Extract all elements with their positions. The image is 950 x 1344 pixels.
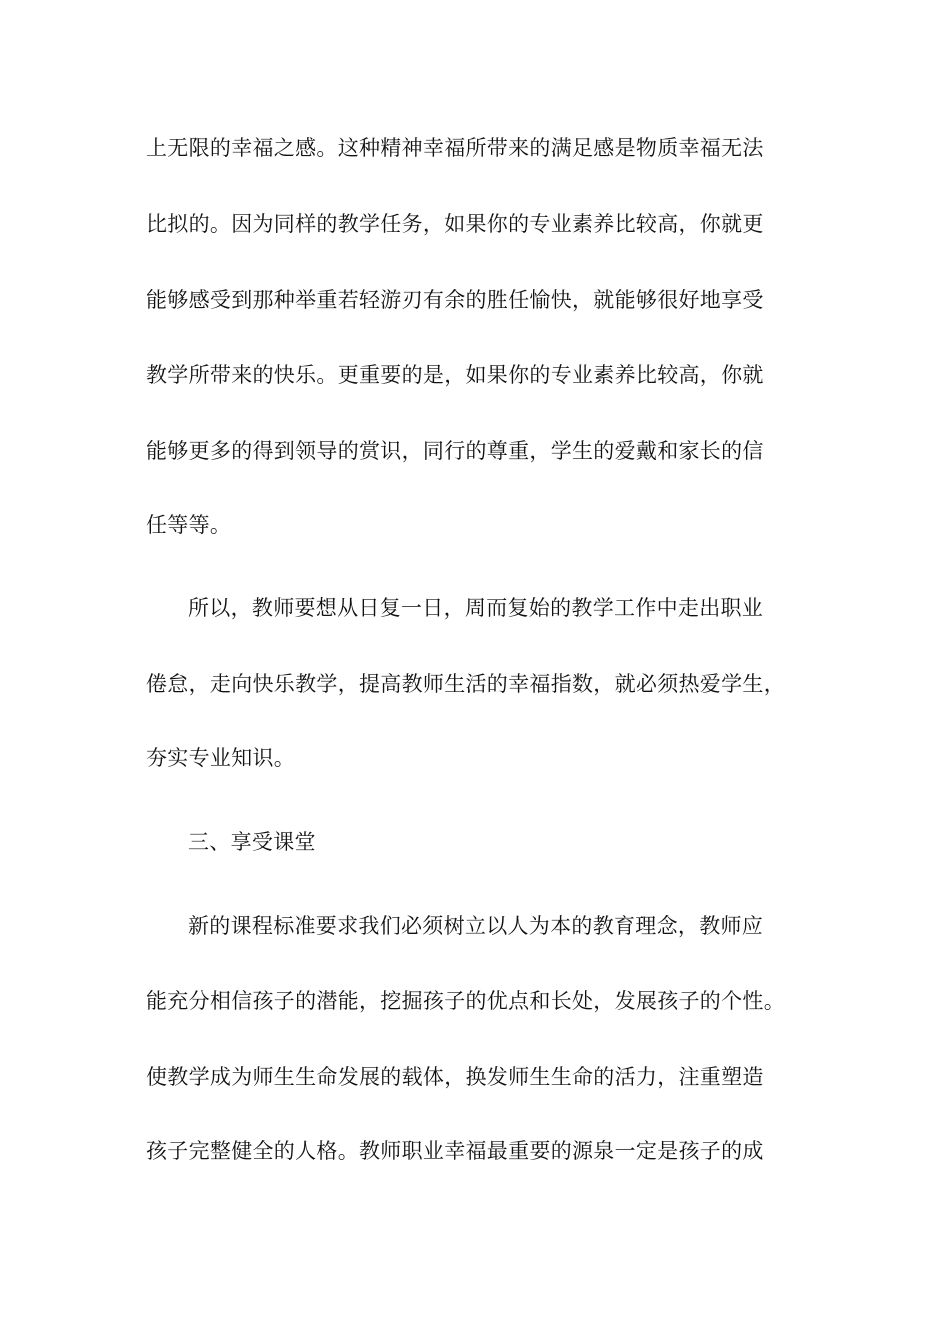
text-line: 能够感受到那种举重若轻游刃有余的胜任愉快，就能够很好地享受 xyxy=(146,288,764,312)
text-line: 能充分相信孩子的潜能，挖掘孩子的优点和长处，发展孩子的个性。 xyxy=(146,989,785,1013)
text-line: 能够更多的得到领导的赏识，同行的尊重，学生的爱戴和家长的信 xyxy=(146,439,764,463)
text-line: 教学所带来的快乐。更重要的是，如果你的专业素养比较高，你就 xyxy=(146,363,764,387)
paragraph-start-line: 所以，教师要想从日复一日，周而复始的教学工作中走出职业 xyxy=(188,596,764,620)
text-line: 孩子完整健全的人格。教师职业幸福最重要的源泉一定是孩子的成 xyxy=(146,1139,764,1163)
text-line: 使教学成为师生生命发展的载体，换发师生生命的活力，注重塑造 xyxy=(146,1065,764,1089)
paragraph-start-line: 新的课程标准要求我们必须树立以人为本的教育理念，教师应 xyxy=(188,914,764,938)
text-line: 比拟的。因为同样的教学任务，如果你的专业素养比较高，你就更 xyxy=(146,212,764,236)
section-heading: 三、享受课堂 xyxy=(188,830,316,854)
text-line: 任等等。 xyxy=(146,513,232,537)
text-line: 上无限的幸福之感。这种精神幸福所带来的满足感是物质幸福无法 xyxy=(146,136,764,160)
text-line: 倦怠，走向快乐教学，提高教师生活的幸福指数，就必须热爱学生， xyxy=(146,672,785,696)
text-line: 夯实专业知识。 xyxy=(146,746,296,770)
